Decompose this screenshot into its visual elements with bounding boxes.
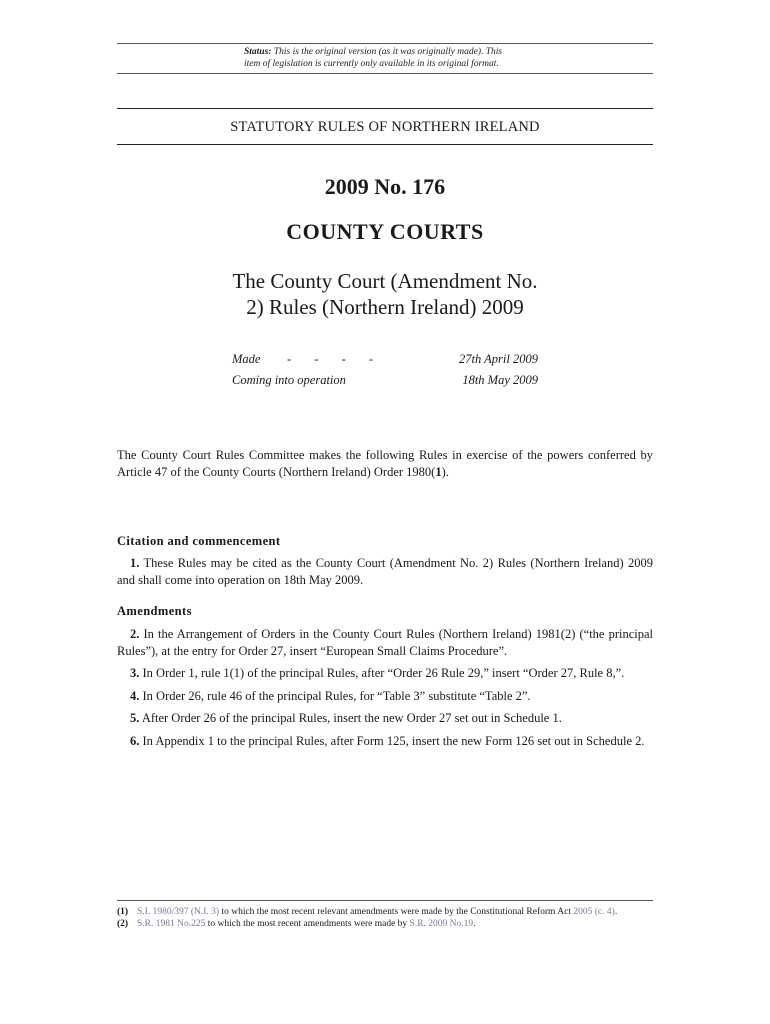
header-rule-bottom bbox=[117, 144, 653, 145]
made-label: Made bbox=[232, 352, 261, 366]
paragraph-6 bbox=[117, 733, 653, 750]
citation-heading: Citation and commencement bbox=[117, 534, 281, 548]
operation-date: 18th May 2009 bbox=[462, 373, 538, 387]
status-label: Status: bbox=[244, 47, 272, 57]
paragraph-text: In Order 1, rule 1(1) of the principal Rules, after “Order 26 Rule 29,” insert “Order 27, Rule 8,”. bbox=[142, 666, 625, 680]
paragraph-text: After Order 26 of the principal Rules, insert the new Order 27 set out in Schedule 1. bbox=[141, 711, 562, 725]
footnote-end: . bbox=[614, 907, 618, 917]
footnotes bbox=[117, 900, 653, 930]
paragraph-number: 1. bbox=[130, 556, 140, 570]
instrument-number: 2009 No. 176 bbox=[324, 174, 446, 199]
footnote-key: (2) bbox=[117, 919, 129, 929]
paragraph-text: In the Arrangement of Orders in the County Court Rules (Northern Ireland) 1981(2) (“the principal Rules”), at the entry for Order 27, insert “European Small Claims Procedure”. bbox=[117, 627, 654, 658]
preamble-end: ). bbox=[441, 464, 449, 479]
paragraph-number: 2. bbox=[130, 627, 140, 641]
preamble bbox=[117, 447, 653, 480]
made-dashes: - - - - bbox=[287, 352, 384, 366]
title-line-1: The County Court (Amendment No. bbox=[232, 269, 538, 293]
footnote-ref-1[interactable]: 1 bbox=[435, 464, 442, 479]
paragraph-4 bbox=[117, 688, 653, 705]
footnote-text: to which the most recent amendments were made by bbox=[205, 919, 410, 929]
amendments-heading: Amendments bbox=[117, 604, 192, 618]
status-line-1: This is the original version (as it was originally made). This bbox=[273, 47, 503, 57]
paragraph-text: These Rules may be cited as the County Court (Amendment No. 2) Rules (Northern Ireland) 2009 and shall come into operation on 18th May 2009. bbox=[117, 556, 653, 587]
footnote-link[interactable]: S.I. 1980/397 (N.I. 3) bbox=[137, 907, 220, 917]
status-notice bbox=[117, 43, 653, 74]
paragraph-3 bbox=[117, 665, 653, 682]
paragraph-number: 6. bbox=[130, 733, 140, 748]
preamble-text: The County Court Rules Committee makes the following Rules in exercise of the powers conferred by Article 47 of the County Courts (Northern Ireland) Order 1980( bbox=[117, 448, 653, 479]
paragraph-2 bbox=[117, 626, 653, 659]
footnote-end: . bbox=[473, 919, 476, 929]
status-line-2: item of legislation is currently only available in its original format. bbox=[244, 59, 499, 69]
footnote-link[interactable]: 2005 (c. 4) bbox=[573, 907, 615, 917]
footnote-text: to which the most recent relevant amendments were made by the Constitutional Reform Act bbox=[219, 907, 574, 917]
paragraph-1 bbox=[117, 555, 653, 588]
paragraph-group-1 bbox=[117, 555, 653, 594]
footnote-2 bbox=[117, 918, 653, 930]
footnote-key: (1) bbox=[117, 907, 129, 917]
subject-heading: COUNTY COURTS bbox=[286, 219, 484, 244]
paragraph-number: 3. bbox=[130, 666, 140, 680]
paragraph-number: 4. bbox=[130, 688, 140, 703]
instrument-title bbox=[210, 268, 560, 320]
dates-block bbox=[232, 352, 552, 394]
operation-label: Coming into operation bbox=[232, 373, 346, 387]
paragraph-5 bbox=[117, 710, 653, 727]
paragraph-text: In Order 26, rule 46 of the principal Rules, for “Table 3” substitute “Table 2”. bbox=[142, 688, 531, 703]
footnote-1 bbox=[117, 906, 653, 918]
footnote-link[interactable]: S.R. 2009 No.19 bbox=[409, 919, 474, 929]
footnote-link[interactable]: S.R. 1981 No.225 bbox=[137, 919, 206, 929]
paragraph-text: In Appendix 1 to the principal Rules, after Form 125, insert the new Form 126 set out in Schedule 2. bbox=[142, 733, 645, 748]
operation-row bbox=[232, 373, 552, 394]
series-title: STATUTORY RULES OF NORTHERN IRELAND bbox=[230, 119, 540, 135]
paragraph-number: 5. bbox=[130, 711, 140, 725]
paragraph-group-2 bbox=[117, 626, 653, 755]
title-line-2: 2) Rules (Northern Ireland) 2009 bbox=[246, 295, 524, 319]
made-date: 27th April 2009 bbox=[459, 352, 538, 366]
made-row bbox=[232, 352, 552, 373]
header-rule-top bbox=[117, 108, 653, 109]
